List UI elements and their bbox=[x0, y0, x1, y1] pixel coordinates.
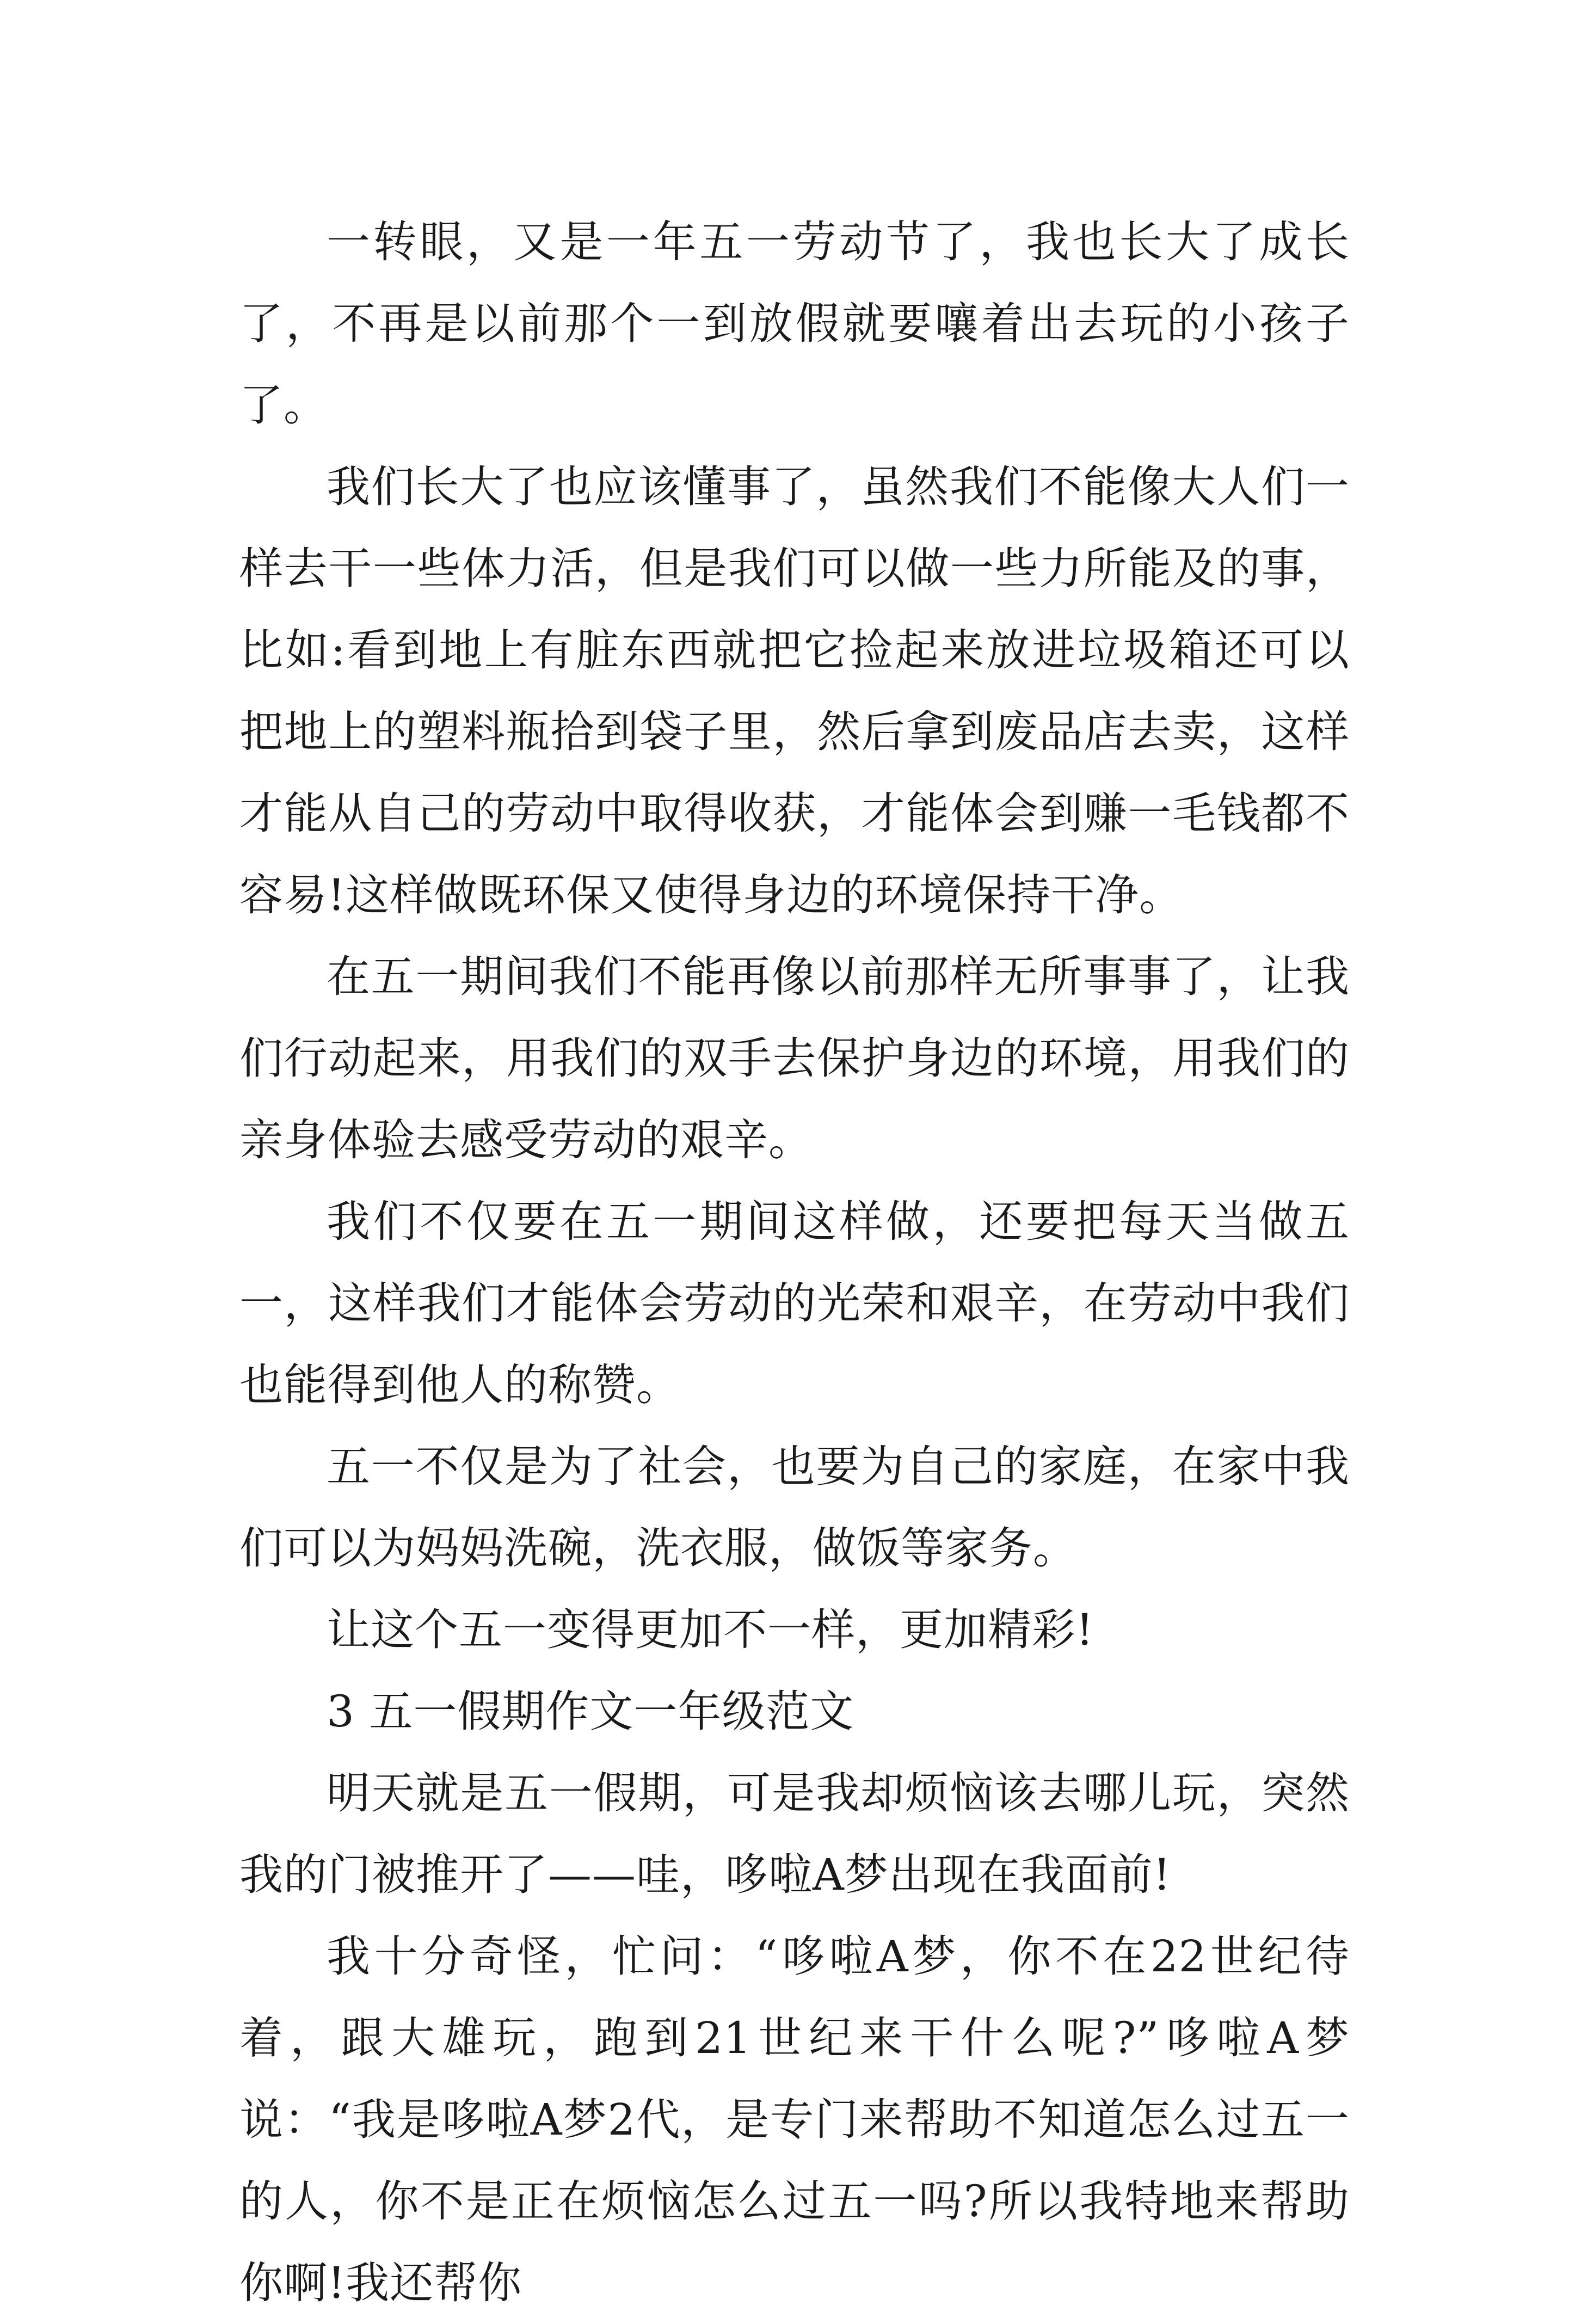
paragraph-6: 让这个五一变得更加不一样，更加精彩! bbox=[327, 1604, 1094, 1655]
section-paragraph-1: 明天就是五一假期，可是我却烦恼该去哪儿玩，突然我的门被推开了——哇，哆啦A梦出现在我面前! bbox=[239, 1768, 1350, 1900]
paragraph-5: 五一不仅是为了社会，也要为自己的家庭，在家中我们可以为妈妈洗碗，洗衣服，做饭等家务。 bbox=[239, 1441, 1350, 1573]
paragraph-1: 一转眼，又是一年五一劳动节了，我也长大了成长了，不再是以前那个一到放假就要嚷着出去玩的小孩子了。 bbox=[239, 217, 1350, 431]
paragraph-2: 我们长大了也应该懂事了，虽然我们不能像大人们一样去干一些体力活，但是我们可以做一些力所能及的事，比如:看到地上有脏东西就把它捡起来放进垃圾箱还可以把地上的塑料瓶拾到袋子里，然后拿到废品店去卖，这样才能从自己的劳动中取得收获，才能体会到赚一毛钱都不容易!这样做既环保又使得身边的环境保持干净。 bbox=[239, 462, 1350, 920]
document-page bbox=[239, 201, 1350, 2324]
paragraph-3: 在五一期间我们不能再像以前那样无所事事了，让我们行动起来，用我们的双手去保护身边的环境，用我们的亲身体验去感受劳动的艰辛。 bbox=[239, 951, 1350, 1165]
paragraph-4: 我们不仅要在五一期间这样做，还要把每天当做五一，这样我们才能体会劳动的光荣和艰辛，在劳动中我们也能得到他人的称赞。 bbox=[239, 1196, 1350, 1410]
section-heading: 3 五一假期作文一年级范文 bbox=[327, 1686, 854, 1737]
section-paragraph-2: 我十分奇怪，忙问：“哆啦A梦，你不在22世纪待着，跟大雄玩，跑到21世纪来干什么呢?”哆啦A梦说：“我是哆啦A梦2代，是专门来帮助不知道怎么过五一的人，你不是正在烦恼怎么过五一吗?所以我特地来帮助你啊!我还帮你 bbox=[239, 1931, 1350, 2308]
